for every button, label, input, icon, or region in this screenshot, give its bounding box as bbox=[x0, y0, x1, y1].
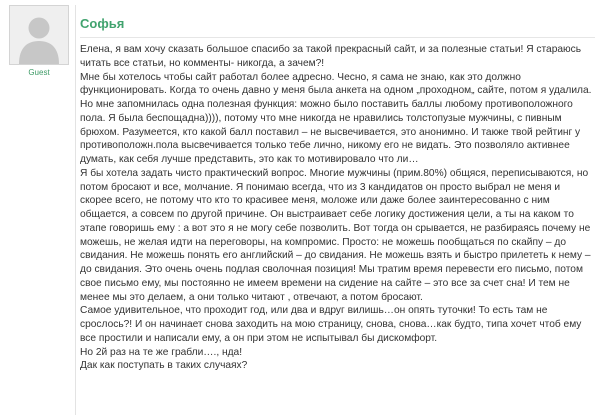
user-silhouette-icon bbox=[10, 6, 68, 64]
comment-paragraph: Дак как поступать в таких случаях? bbox=[80, 360, 248, 372]
author-separator bbox=[80, 37, 595, 38]
comment-paragraph: Я бы хотела задать чисто практический вопрос. Многие мужчины (прим.80%) общяся, переписываются, но потом бросают и все, молчание. Я понимаю всегда, что из 3 кандидатов он просто выбрал не меня и скорее всего, не потому что кто то красивее меня, моложе или даже более заинтересованно с ним общается, а совсем по другой причине. Он выстраивает себе логику достижения цели, а ты на каком то этапе говоришь ему : а вот это я не могу себе позволить. Вот тогда он срывается, не разбираясь почему не можешь, не желая идти на переговоры, на компромис. Просто: не можешь пообщаться по скайпу – до свидания. Не можешь понять его английский – до свидания. Не можешь взять и быстро прилететь к нему – до свидания. Это очень очень подлая сволочная позиция! Мы тратим время перевести его письмо, потом свое письмо ему, мы постоянно не имеем времени на сидение на сайте – это все за счет сна! И тем не менее мы это делаем, а они только читают , отвечают, а потом бросают. bbox=[80, 167, 591, 303]
comment-paragraph: Мне бы хотелось чтобы сайт работал более адресно. Чесно, я сама не знаю, как это должно функционировать. Когда то очень давно у меня была анкета на одном „проходном„ сайте, потом я удалила. Но мне запомнилась одна полезная функция: можно было поставить баллы любому противоположного пола. Я была беспощадна)))), потому что мне никогда не нравились толстопузые мужчины, с пивным брюхом. Разумеется, кто какой балл поставил – не высвечивается, это анонимно. И также твой рейтинг у противоположн.пола высвечивается только тебе лично, никому его не видать. Это позволяло активнее думать, как себя лучше представить, это как то мотивировало что ли… bbox=[80, 71, 592, 165]
user-role-label: Guest bbox=[28, 68, 50, 77]
comment-divider bbox=[75, 5, 76, 415]
comment-paragraph: Но 2й раз на те же грабли…., нда! bbox=[80, 346, 243, 358]
comment-author[interactable]: Софья bbox=[80, 16, 125, 31]
comment-body bbox=[80, 43, 595, 373]
comment-paragraph: Елена, я вам хочу сказать большое спасибо за такой прекрасный сайт, и за полезные статьи! Я стараюсь читать все статьи, но комменты- никогда, а зачем?! bbox=[80, 44, 582, 69]
comment-paragraph: Самое удивительное, что проходит год, или два и вдруг вилишь…он опять туточки! То есть там не срослось?! И он начинает снова заходить на мою страницу, снова, снова…как будто, типа хочет чтоб ему все простили и написали ему, а он при этом не испытывал бы дискомфорт. bbox=[80, 305, 582, 344]
avatar bbox=[9, 5, 69, 65]
